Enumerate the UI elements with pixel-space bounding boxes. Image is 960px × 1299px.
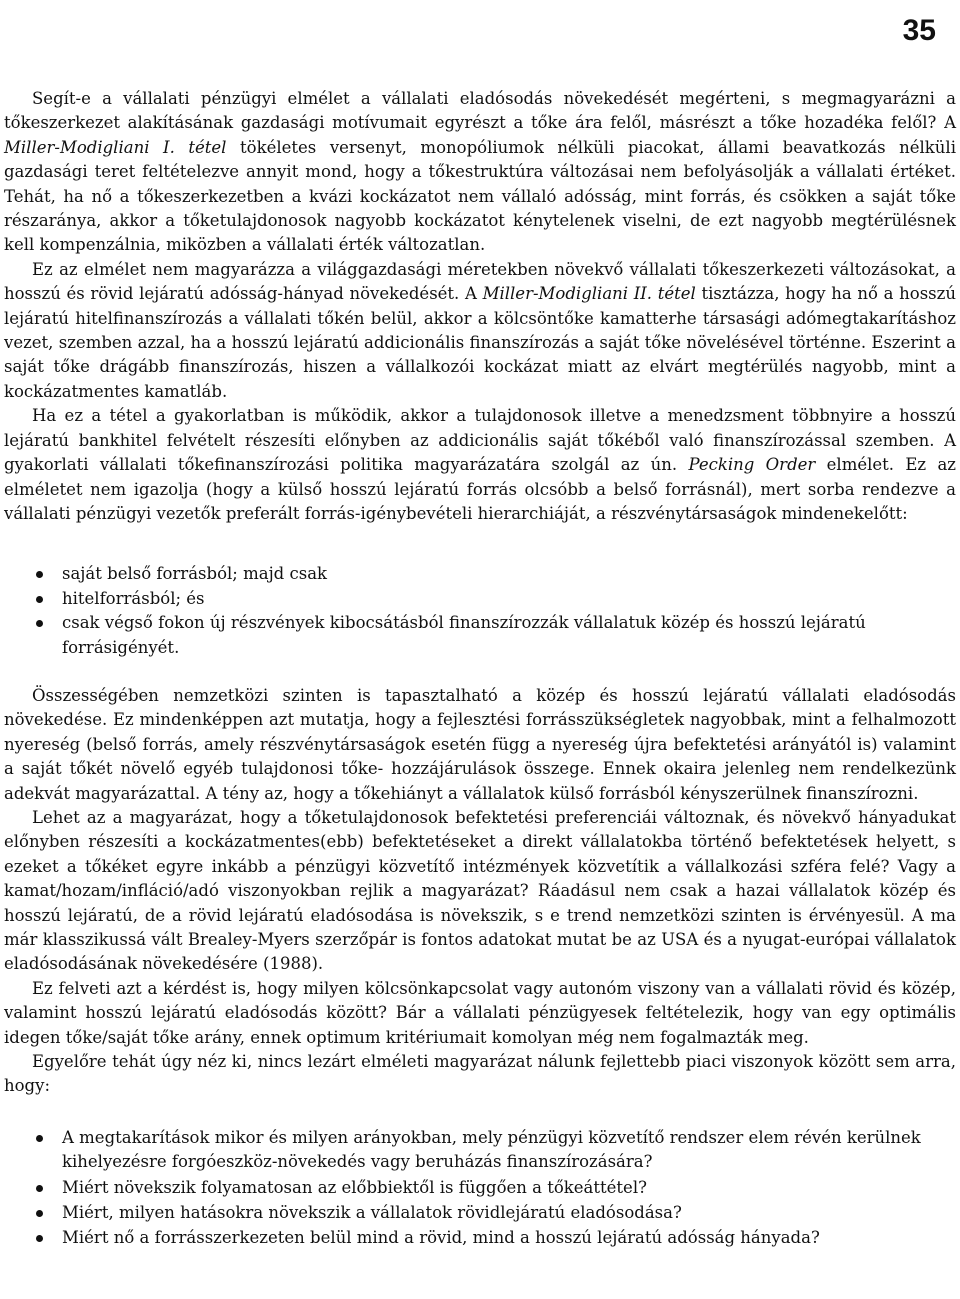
paragraph-2-part-b: tisztázza, hogy ha nő a hosszú lejáratú hitelfinanszírozás a vállalati tőkén belül, akkor a kölcsöntőke kamatterhe társasági adómegtakarításhoz vezet, szemben azzal, ha a hosszú lejáratú addicionális finanszírozás a saját tőke növelésével történne. Eszerint a saját tőke drágább finanszírozás, hiszen a vállalkozói kockázat miatt az elvárt megtérülés nagyobb, mint a kockázatmentes kamatláb.: [4, 284, 956, 401]
paragraph-3: [4, 404, 956, 526]
paragraph-1-part-a: Segít-e a vállalati pénzügyi elmélet a vállalati eladósodás növekedését megérteni, s megmagyarázni a tőkeszerkezet alakításának gazdasági motívumait egyrészt a tőke ára felől, másrészt a tőke hozadéka felől? A: [4, 89, 956, 133]
theorem-name-mm2: Miller-Modigliani II. tétel: [482, 284, 696, 304]
list-item: Miért, milyen hatásokra növekszik a vállalatok rövidlejáratú eladósodása?: [4, 1201, 956, 1225]
paragraph-3-part-a: Ha ez a tétel a gyakorlatban is működik, akkor a tulajdonosok illetve a menedzsment többnyire a hosszú lejáratú bankhitel felvételt részesíti előnyben az addicionális saját tőkéből való finanszírozással szemben. A gyakorlati vállalati tőkefinanszírozási politika magyarázatára szolgál az ún.: [4, 406, 956, 475]
paragraph-7: Egyelőre tehát úgy néz ki, nincs lezárt elméleti magyarázat nálunk fejlettebb piaci viszonyok között sem arra, hogy:: [4, 1052, 956, 1096]
list-item: A megtakarítások mikor és milyen arányokban, mely pénzügyi közvetítő rendszer elem révén kerülnek kihelyezésre forgóeszköz-növekedés vagy beruházás finanszírozására?: [4, 1126, 956, 1175]
pecking-order-term: Pecking Order: [688, 455, 816, 475]
paragraph-2-part-a: Ez az elmélet nem magyarázza a világgazdasági méretekben növekvő vállalati tőkeszerkezeti változásokat, a hosszú és rövid lejáratú adósság-hányad növekedését. A: [4, 259, 956, 304]
list-item: Miért nő a forrásszerkezeten belül mind a rövid, mind a hosszú lejáratú adósság hányada?: [4, 1226, 956, 1250]
paragraph-5: Lehet az a magyarázat, hogy a tőketulajdonosok befektetési preferenciái változnak, és növekvő hányadukat előnyben részesíti a kockázatmentes(ebb) befektetéseket a direkt vállalatokba történő befektetések helyett, s ezeket a tőkéket egyre inkább a pénzügyi közvetítő intézmények közvetítik a vállalkozási szféra felé? Vagy a kamat/hozam/infláció/adó viszonyokban rejlik a magyarázat? Ráadásul nem csak a hazai vállalatok közép és hosszú lejáratú, de a rövid lejáratú eladósodása is növekszik, s e trend nemzetközi szinten is érvényesül. A ma már klasszikussá vált Brealey-Myers szerzőpár is fontos adatokat mutat be az USA és a nyugat-európai vállalatok eladósodásának növekedésére (1988).: [4, 807, 956, 974]
list-item: Miért növekszik folyamatosan az előbbiektől is függően a tőkeáttétel?: [4, 1176, 956, 1200]
list-item: saját belső forrásból; majd csak: [4, 562, 956, 586]
list-item: hitelforrásból; és: [4, 587, 956, 611]
paragraph-4: Összességében nemzetközi szinten is tapasztalható a közép és hosszú lejáratú vállalati eladósodás növekedése. Ez mindenképpen azt mutatja, hogy a fejlesztési forrásszükségletek nagyobbak, mint a felhalmozott nyereség (belső forrás, amely részvénytársaságok esetén függ a nyereség újra befektetési arányától is) valamint a saját tőkét növelő egyéb tulajdonosi tőke- hozzájárulások összege. Ennek okaira jelenleg nem rendelkezünk adekvát magyarázattal. A tény az, hogy a tőkehiányt a vállalatok külső forrásból kényszerülnek finanszírozni.: [4, 685, 956, 803]
page-number: 35: [902, 14, 936, 47]
theorem-name-mm1: Miller-Modigliani I. tétel: [4, 137, 227, 157]
page-body: [4, 87, 956, 1252]
paragraph-6: Ez felveti azt a kérdést is, hogy milyen kölcsönkapcsolat vagy autonóm viszony van a vállalati rövid és közép, valamint hosszú lejáratú eladósodás között? Bár a vállalati pénzügyesek feltételezik, hogy van egy optimális idegen tőke/saját tőke arány, ennek optimum kritériumait komolyan még nem fogalmazták meg.: [4, 978, 956, 1047]
financing-order-list: [4, 562, 956, 660]
paragraph-1: [4, 87, 956, 258]
open-questions-list: [4, 1126, 956, 1251]
paragraph-1-part-b: tökéletes versenyt, monopóliumok nélküli piacokat, állami beavatkozás nélküli gazdasági teret feltételezve annyit mond, hogy a tőkestruktúra változásai nem befolyásolják a vállalati értéket. Tehát, ha nő a tőkeszerkezetben a kvázi kockázatot nem vállaló adósság, mint forrás, és csökken a saját tőke részaránya, akkor a tőketulajdonosok nagyobb kockázatot kénytelenek viselni, de ezt nagyobb megtérülésnek kell kompenzálnia, miközben a vállalati érték változatlan.: [4, 137, 956, 255]
list-item: csak végső fokon új részvények kibocsátásból finanszírozzák vállalatuk közép és hosszú lejáratú forrásigényét.: [4, 611, 956, 660]
paragraph-2: [4, 258, 956, 404]
paragraph-3-part-b: elmélet. Ez az elméletet nem igazolja (hogy a külső hosszú lejáratú forrás olcsóbb a belső forrásnál), mert sorba rendezve a vállalati pénzügyi vezetők preferált forrás-igénybevételi hierarchiáját, a részvénytársaságok mindenekelőtt:: [4, 455, 957, 523]
